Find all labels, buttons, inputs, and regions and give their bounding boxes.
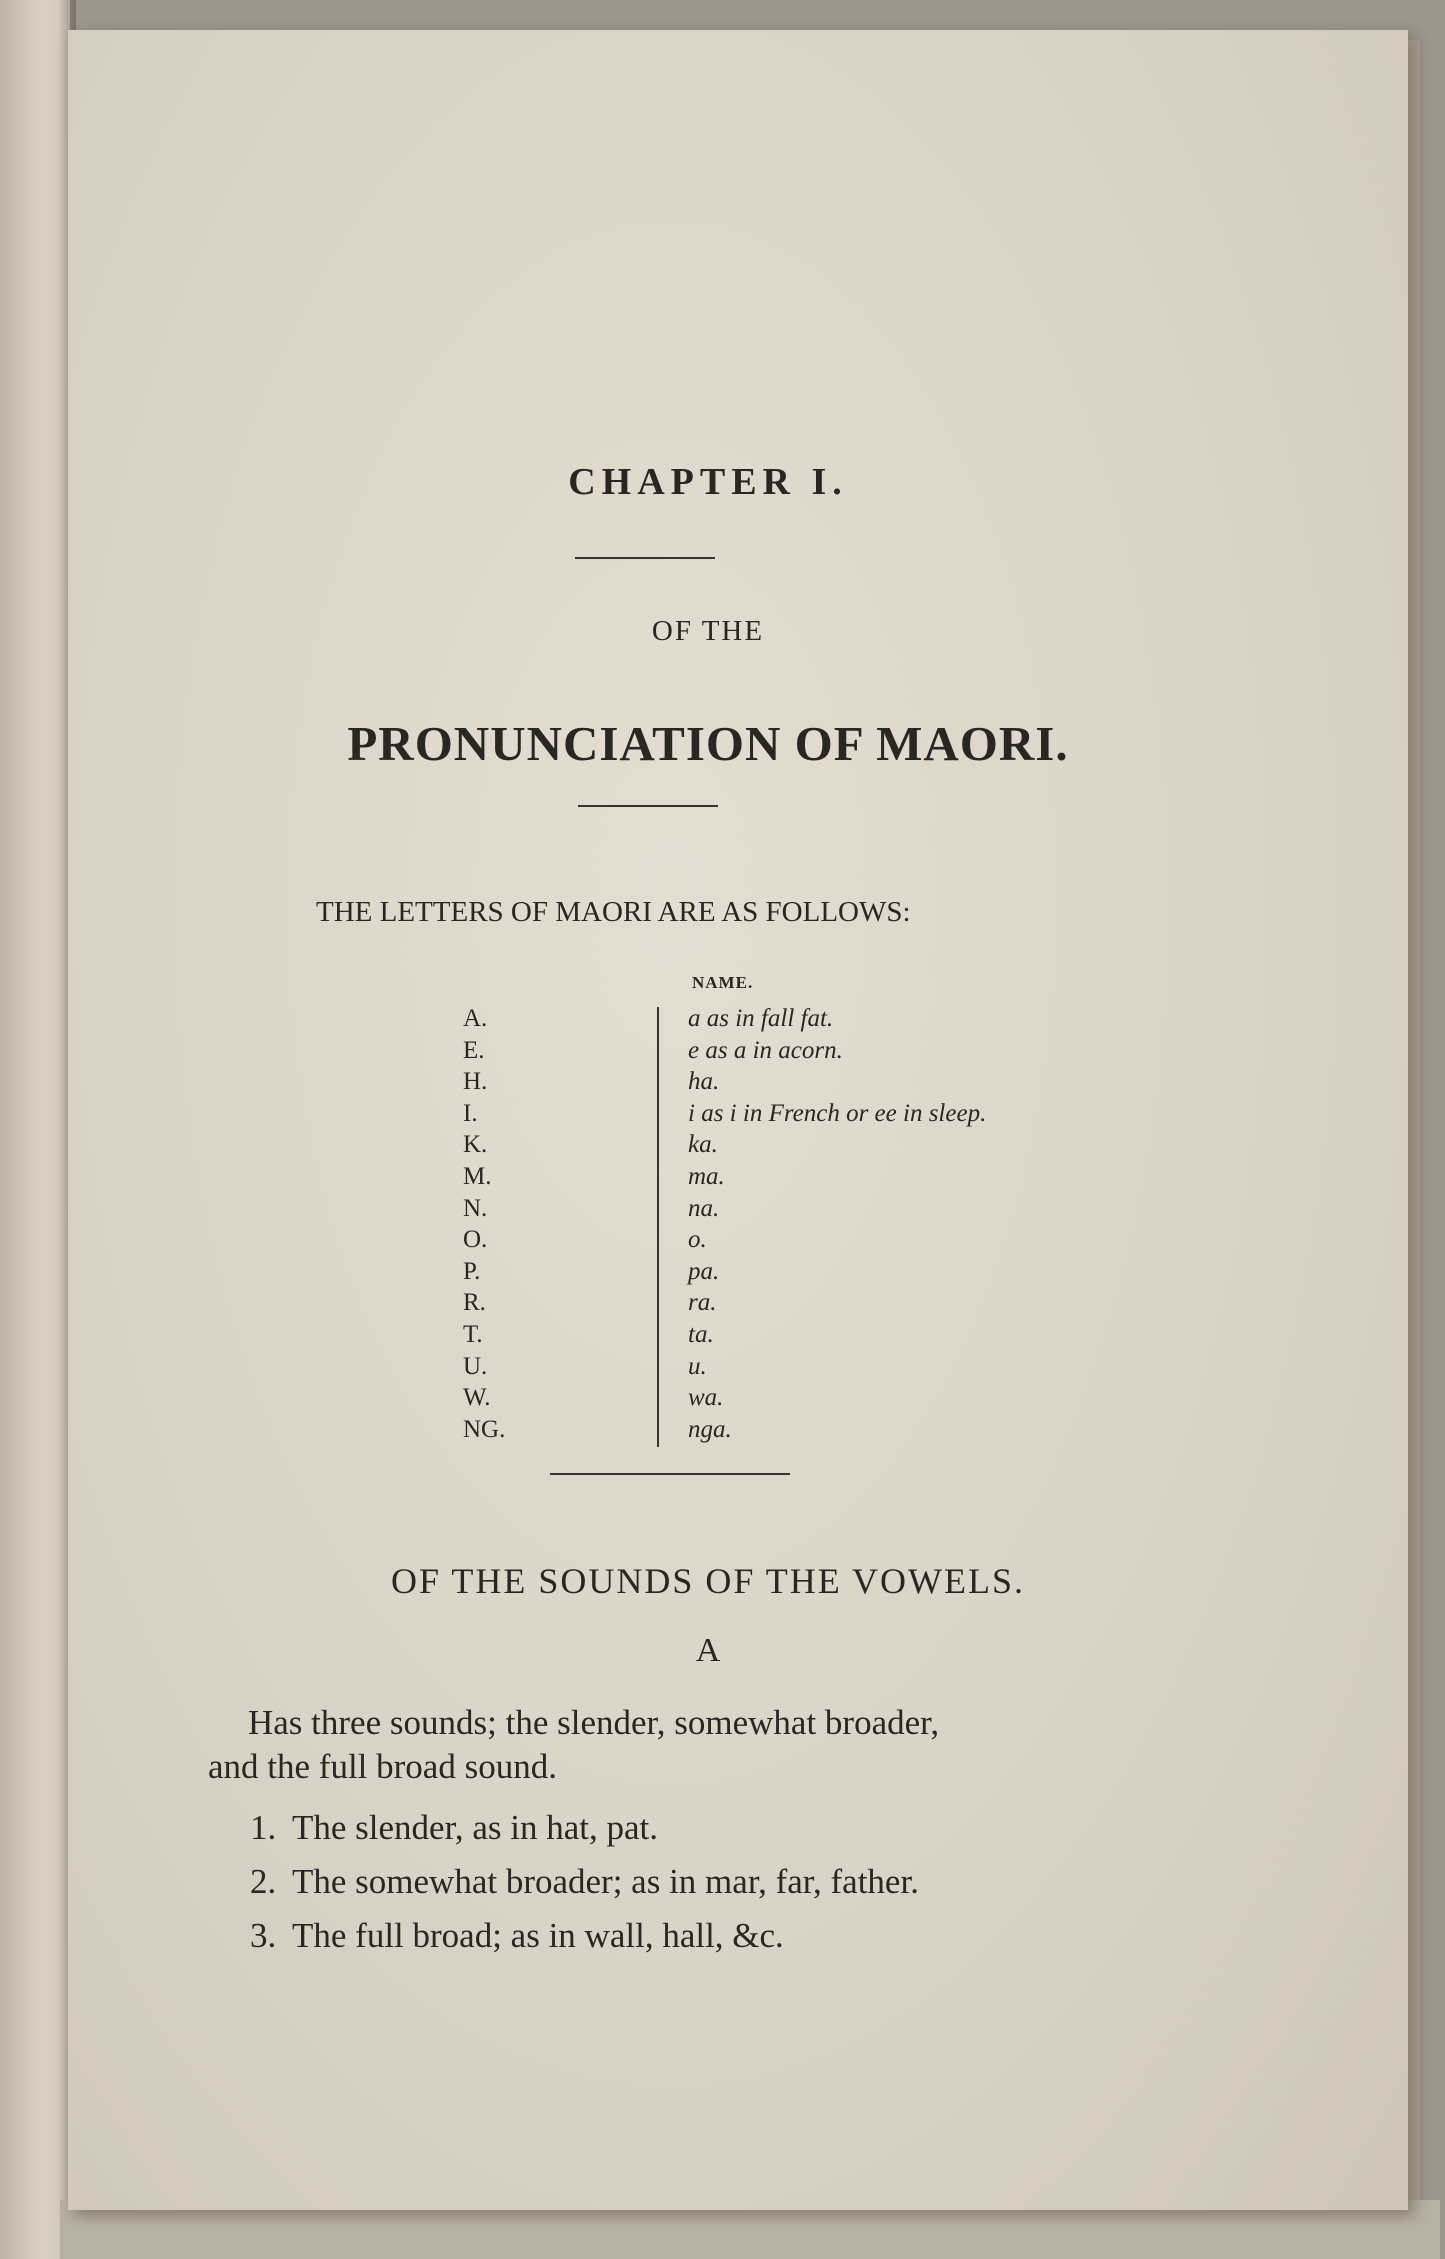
letter-cell: NG. <box>463 1415 506 1443</box>
list-text: The full broad; as in wall, hall, &c. <box>292 1916 784 1955</box>
vowel-letter: A <box>695 1632 721 1669</box>
name-cell: e as a in acorn. <box>688 1036 843 1064</box>
names-column <box>688 1003 986 1445</box>
name-cell: wa. <box>688 1384 724 1412</box>
list-number: 3. <box>250 1916 277 1955</box>
rule-divider-3 <box>550 1473 790 1475</box>
letter-cell: A. <box>463 1005 488 1032</box>
book-page <box>68 30 1408 2210</box>
letter-cell: M. <box>463 1162 492 1190</box>
list-item <box>250 1862 919 1902</box>
rule-divider-1 <box>575 557 715 559</box>
of-the-label: OF THE <box>651 615 765 647</box>
list-number: 1. <box>250 1808 277 1847</box>
list-text: The somewhat broader; as in mar, far, father. <box>292 1862 919 1901</box>
name-cell: ka. <box>688 1131 718 1159</box>
name-cell: na. <box>688 1194 720 1222</box>
list-item <box>250 1916 784 1956</box>
letter-cell: T. <box>463 1320 483 1348</box>
letter-cell: R. <box>463 1289 486 1317</box>
letters-intro: THE LETTERS OF MAORI ARE AS FOLLOWS: <box>316 896 911 928</box>
name-cell: u. <box>688 1352 707 1380</box>
letter-cell: E. <box>463 1036 485 1064</box>
list-text: The slender, as in hat, pat. <box>292 1808 658 1847</box>
letter-cell: H. <box>463 1068 488 1096</box>
letter-cell: I. <box>463 1099 478 1127</box>
letter-cell: O. <box>463 1226 488 1254</box>
name-cell: o. <box>688 1226 707 1254</box>
letter-cell: P. <box>463 1257 481 1285</box>
rule-divider-2 <box>578 805 718 807</box>
paragraph-line: Has three sounds; the slender, somewhat broader, <box>248 1703 940 1742</box>
name-cell: nga. <box>688 1415 732 1443</box>
name-cell: ra. <box>688 1289 717 1317</box>
name-cell: ma. <box>688 1162 725 1190</box>
name-cell: ta. <box>688 1320 714 1348</box>
letter-cell: N. <box>463 1194 488 1222</box>
letter-cell: U. <box>463 1352 488 1380</box>
name-cell: ha. <box>688 1068 720 1096</box>
name-cell: a as in fall fat. <box>688 1005 834 1032</box>
list-item <box>250 1808 658 1848</box>
section-heading: OF THE SOUNDS OF THE VOWELS. <box>390 1561 1026 1601</box>
page-title: PRONUNCIATION OF MAORI. <box>347 716 1069 771</box>
name-cell: i as i in French or ee in sleep. <box>688 1099 987 1127</box>
name-cell: pa. <box>688 1257 720 1285</box>
paragraph-line: and the full broad sound. <box>208 1747 557 1786</box>
column-separator <box>657 1007 659 1447</box>
chapter-title: CHAPTER I. <box>568 461 848 503</box>
list-number: 2. <box>250 1862 277 1901</box>
name-column-header: NAME. <box>692 973 754 992</box>
letter-cell: K. <box>463 1131 488 1159</box>
letters-column <box>463 1003 505 1445</box>
letter-cell: W. <box>463 1384 491 1412</box>
